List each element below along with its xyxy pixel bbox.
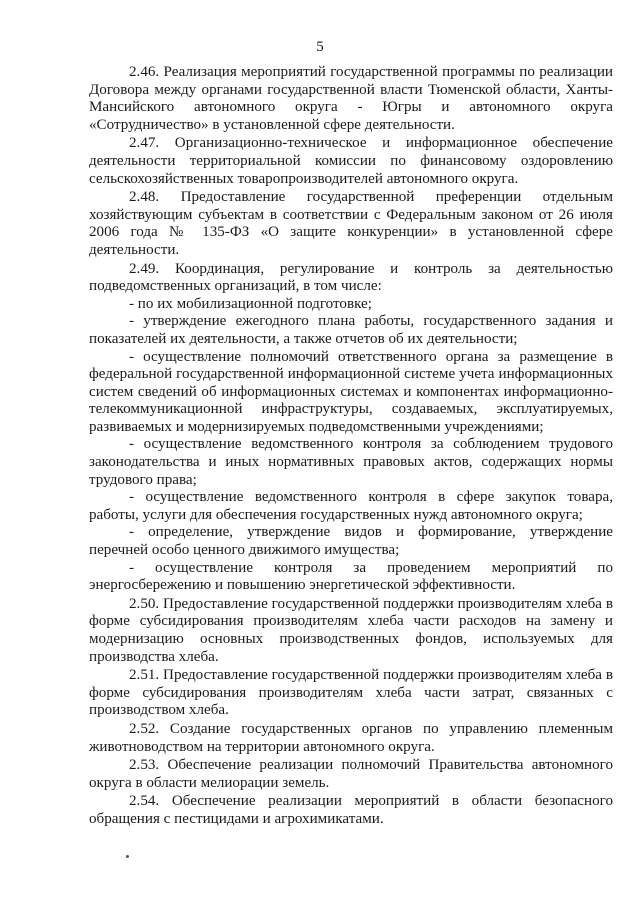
paragraph-2-52: 2.52. Создание государственных органов по управлению племенным животноводством на территории автономного округа.: [89, 720, 613, 755]
list-item: - по их мобилизационной подготовке;: [129, 295, 372, 312]
list-item: - осуществление полномочий ответственного органа за размещение в федеральной государственной информационной системе учета информационных систем сведений об информационных системах и компонентах информационно-телекоммуникационной инфраструктуры, создаваемых, эксплуатируемых, развиваемых и модернизируемых подведомственными учреждениями;: [89, 348, 613, 435]
paragraph-2-46: 2.46. Реализация мероприятий государственной программы по реализации Договора между органами государственной власти Тюменской области, Ханты-Мансийского автономного округа - Югры и автономного округа «Сотрудничество» в установленной сфере деятельности.: [89, 64, 613, 133]
paragraph-2-50: 2.50. Предоставление государственной поддержки производителям хлеба в форме субсидирования производителям хлеба части расходов на замену и модернизацию основных производственных фондов, используемых для производства хлеба.: [89, 595, 613, 665]
document-body: [89, 63, 613, 829]
paragraph-2-53: 2.53. Обеспечение реализации полномочий Правительства автономного округа в области мелиорации земель.: [89, 757, 613, 791]
paragraph-2-51: 2.51. Предоставление государственной поддержки производителям хлеба в форме субсидирования производителям хлеба части затрат, связанных с производством хлеба.: [89, 667, 613, 719]
list-item: - осуществление контроля за проведением мероприятий по энергосбережению и повышению энергетической эффективности.: [89, 559, 613, 594]
paragraph-2-54: 2.54. Обеспечение реализации мероприятий в области безопасного обращения с пестицидами и агрохимикатами.: [89, 793, 613, 827]
scan-dot-mark: [126, 855, 129, 858]
paragraph-2-48: 2.48. Предоставление государственной преференции отдельным хозяйствующим субъектам в соответствии с Федеральным законом от 26 июля 2006 года № 135-ФЗ «О защите конкуренции» в установленной сфере деятельности.: [89, 189, 613, 258]
list-item: - осуществление ведомственного контроля в сфере закупок товара, работы, услуги для обеспечения государственных нужд автономного округа;: [89, 489, 613, 523]
list-item: - утверждение ежегодного плана работы, государственного задания и показателей их деятельности, а также отчетов об их деятельности;: [89, 313, 613, 347]
list-item: - определение, утверждение видов и формирование, утверждение перечней особо ценного движимого имущества;: [89, 524, 613, 559]
page-number: 5: [316, 39, 324, 55]
list-item: - осуществление ведомственного контроля за соблюдением трудового законодательства и иных нормативных правовых актов, содержащих нормы трудового права;: [89, 436, 613, 488]
paragraph-2-47: 2.47. Организационно-техническое и информационное обеспечение деятельности территориальной комиссии по финансовому оздоровлению сельскохозяйственных товаропроизводителей автономного округа.: [89, 135, 613, 187]
paragraph-2-49: 2.49. Координация, регулирование и контроль за деятельностью подведомственных организаций, в том числе:: [89, 260, 613, 295]
